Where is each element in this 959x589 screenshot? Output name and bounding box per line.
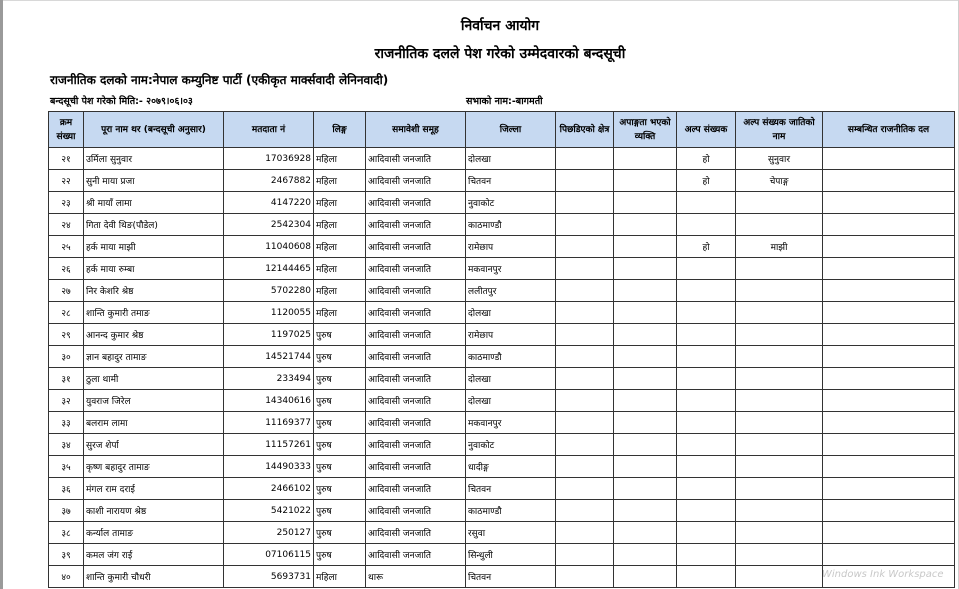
- cell-voter-number: 5693731: [224, 566, 314, 588]
- cell-group: आदिवासी जनजाति: [366, 236, 466, 258]
- cell-minority: [677, 346, 736, 368]
- cell-name: युवराज जिरेल: [84, 390, 224, 412]
- cell-minority-caste: [736, 522, 823, 544]
- cell-gender: पुरुष: [314, 478, 366, 500]
- cell-minority-caste: सुनुवार: [736, 148, 823, 170]
- cell-serial: ३२: [49, 390, 84, 412]
- cell-minority-caste: [736, 434, 823, 456]
- cell-minority-caste: [736, 302, 823, 324]
- cell-backward-area: [556, 148, 614, 170]
- cell-name: सुरज शेर्पा: [84, 434, 224, 456]
- cell-minority: [677, 280, 736, 302]
- cell-minority-caste: [736, 192, 823, 214]
- cell-name: बलराम लामा: [84, 412, 224, 434]
- cell-serial: २१: [49, 148, 84, 170]
- cell-related-party: [823, 412, 955, 434]
- cell-group: आदिवासी जनजाति: [366, 302, 466, 324]
- table-row: [49, 214, 955, 236]
- cell-serial: ३८: [49, 522, 84, 544]
- table-row: [49, 368, 955, 390]
- cell-serial: २३: [49, 192, 84, 214]
- cell-group: आदिवासी जनजाति: [366, 148, 466, 170]
- cell-minority-caste: [736, 566, 823, 588]
- cell-group: आदिवासी जनजाति: [366, 412, 466, 434]
- cell-minority-caste: चेपाङ्ग: [736, 170, 823, 192]
- cell-voter-number: 5421022: [224, 500, 314, 522]
- table-row: [49, 566, 955, 588]
- cell-disability: [614, 544, 677, 566]
- cell-voter-number: 11040608: [224, 236, 314, 258]
- cell-group: आदिवासी जनजाति: [366, 258, 466, 280]
- cell-group: आदिवासी जनजाति: [366, 368, 466, 390]
- cell-district: धादीङ्ग: [466, 456, 556, 478]
- cell-district: काठमाण्डौ: [466, 346, 556, 368]
- cell-backward-area: [556, 522, 614, 544]
- cell-backward-area: [556, 544, 614, 566]
- cell-backward-area: [556, 390, 614, 412]
- header-voter-number: मतदाता नं: [224, 112, 314, 148]
- cell-voter-number: 5702280: [224, 280, 314, 302]
- cell-district: चितवन: [466, 566, 556, 588]
- cell-disability: [614, 324, 677, 346]
- cell-minority: [677, 434, 736, 456]
- cell-group: आदिवासी जनजाति: [366, 324, 466, 346]
- cell-group: आदिवासी जनजाति: [366, 390, 466, 412]
- cell-related-party: [823, 346, 955, 368]
- table-row: [49, 522, 955, 544]
- cell-gender: पुरुष: [314, 522, 366, 544]
- cell-minority: [677, 566, 736, 588]
- cell-district: रामेछाप: [466, 324, 556, 346]
- cell-minority: [677, 390, 736, 412]
- cell-voter-number: 250127: [224, 522, 314, 544]
- cell-backward-area: [556, 302, 614, 324]
- windows-ink-watermark: Windows Ink Workspace: [822, 569, 944, 580]
- cell-serial: २२: [49, 170, 84, 192]
- cell-voter-number: 14521744: [224, 346, 314, 368]
- cell-district: सिन्धुली: [466, 544, 556, 566]
- cell-minority: [677, 412, 736, 434]
- cell-district: ललीतपुर: [466, 280, 556, 302]
- cell-district: काठमाण्डौ: [466, 500, 556, 522]
- cell-gender: पुरुष: [314, 412, 366, 434]
- cell-serial: २८: [49, 302, 84, 324]
- table-row: [49, 148, 955, 170]
- cell-serial: २७: [49, 280, 84, 302]
- cell-group: थारू: [366, 566, 466, 588]
- cell-minority-caste: [736, 478, 823, 500]
- cell-district: रामेछाप: [466, 236, 556, 258]
- cell-name: कर्न्याल तामाङ: [84, 522, 224, 544]
- table-row: [49, 346, 955, 368]
- cell-disability: [614, 346, 677, 368]
- cell-serial: २९: [49, 324, 84, 346]
- cell-backward-area: [556, 456, 614, 478]
- cell-name: ज्ञान बहादुर तामाङ: [84, 346, 224, 368]
- cell-disability: [614, 368, 677, 390]
- cell-serial: ३५: [49, 456, 84, 478]
- cell-voter-number: 2467882: [224, 170, 314, 192]
- cell-voter-number: 2466102: [224, 478, 314, 500]
- cell-district: दोलखा: [466, 390, 556, 412]
- cell-related-party: [823, 148, 955, 170]
- cell-disability: [614, 566, 677, 588]
- cell-voter-number: 233494: [224, 368, 314, 390]
- table-row: [49, 390, 955, 412]
- cell-backward-area: [556, 236, 614, 258]
- cell-serial: ३६: [49, 478, 84, 500]
- cell-district: रसुवा: [466, 522, 556, 544]
- table-row: [49, 478, 955, 500]
- cell-related-party: [823, 434, 955, 456]
- cell-gender: पुरुष: [314, 346, 366, 368]
- cell-backward-area: [556, 478, 614, 500]
- cell-voter-number: 07106115: [224, 544, 314, 566]
- cell-name: कमल जंग राई: [84, 544, 224, 566]
- cell-group: आदिवासी जनजाति: [366, 214, 466, 236]
- cell-serial: ३७: [49, 500, 84, 522]
- cell-backward-area: [556, 214, 614, 236]
- header-minority-caste: अल्प संख्यक जातिको नाम: [736, 112, 823, 148]
- header-district: जिल्ला: [466, 112, 556, 148]
- document-subtitle: राजनीतिक दलले पेश गरेको उम्मेदवारको बन्दसूची: [374, 46, 626, 62]
- cell-disability: [614, 522, 677, 544]
- cell-disability: [614, 390, 677, 412]
- cell-minority: [677, 522, 736, 544]
- assembly-name-line: सभाको नाम:-बागमती: [466, 96, 543, 107]
- cell-related-party: [823, 522, 955, 544]
- cell-backward-area: [556, 258, 614, 280]
- cell-name: हर्क माया माझी: [84, 236, 224, 258]
- cell-name: मंगल राम दराई: [84, 478, 224, 500]
- cell-gender: महिला: [314, 170, 366, 192]
- cell-name: हर्क माया रुम्बा: [84, 258, 224, 280]
- cell-backward-area: [556, 170, 614, 192]
- cell-group: आदिवासी जनजाति: [366, 192, 466, 214]
- cell-minority: [677, 500, 736, 522]
- cell-disability: [614, 478, 677, 500]
- cell-gender: पुरुष: [314, 434, 366, 456]
- header-gender: लिङ्ग: [314, 112, 366, 148]
- cell-related-party: [823, 280, 955, 302]
- document-title: निर्वाचन आयोग: [460, 18, 540, 34]
- cell-disability: [614, 302, 677, 324]
- cell-voter-number: 12144465: [224, 258, 314, 280]
- cell-name: उर्मिला सुनुवार: [84, 148, 224, 170]
- cell-voter-number: 11169377: [224, 412, 314, 434]
- cell-minority: [677, 456, 736, 478]
- cell-gender: महिला: [314, 566, 366, 588]
- table-row: [49, 302, 955, 324]
- cell-name: निर केशरि श्रेष्ठ: [84, 280, 224, 302]
- header-backward-area: पिछडिएको क्षेत्र: [556, 112, 614, 148]
- cell-disability: [614, 258, 677, 280]
- cell-district: दोलखा: [466, 368, 556, 390]
- cell-disability: [614, 412, 677, 434]
- cell-related-party: [823, 170, 955, 192]
- cell-related-party: [823, 544, 955, 566]
- cell-district: दोलखा: [466, 148, 556, 170]
- cell-group: आदिवासी जनजाति: [366, 280, 466, 302]
- cell-minority: [677, 302, 736, 324]
- cell-serial: ३०: [49, 346, 84, 368]
- cell-name: काशी नारायण श्रेष्ठ: [84, 500, 224, 522]
- cell-serial: ३४: [49, 434, 84, 456]
- header-disability: अपाङ्गता भएको व्यक्ति: [614, 112, 677, 148]
- cell-group: आदिवासी जनजाति: [366, 456, 466, 478]
- cell-minority: [677, 544, 736, 566]
- cell-minority-caste: [736, 324, 823, 346]
- table-row: [49, 236, 955, 258]
- cell-minority-caste: [736, 456, 823, 478]
- cell-minority-caste: [736, 258, 823, 280]
- cell-minority: हो: [677, 236, 736, 258]
- cell-minority: हो: [677, 170, 736, 192]
- cell-related-party: [823, 258, 955, 280]
- cell-related-party: [823, 368, 955, 390]
- cell-name: शान्ति कुमारी तमाङ: [84, 302, 224, 324]
- table-row: [49, 544, 955, 566]
- cell-disability: [614, 456, 677, 478]
- cell-group: आदिवासी जनजाति: [366, 434, 466, 456]
- cell-related-party: [823, 236, 955, 258]
- cell-name: गिता देवी थिङ(पौडेल): [84, 214, 224, 236]
- cell-gender: महिला: [314, 148, 366, 170]
- cell-backward-area: [556, 280, 614, 302]
- cell-disability: [614, 280, 677, 302]
- cell-minority: [677, 214, 736, 236]
- candidate-table: [48, 111, 955, 588]
- cell-group: आदिवासी जनजाति: [366, 478, 466, 500]
- cell-district: मकवानपुर: [466, 258, 556, 280]
- cell-serial: ३९: [49, 544, 84, 566]
- cell-disability: [614, 236, 677, 258]
- cell-serial: २५: [49, 236, 84, 258]
- cell-name: शान्ति कुमारी चौधरी: [84, 566, 224, 588]
- party-name-line: राजनीतिक दलको नाम:नेपाल कम्युनिष्ट पार्टी (एकीकृत मार्क्सवादी लेनिनवादी): [50, 73, 389, 87]
- cell-related-party: [823, 478, 955, 500]
- cell-gender: महिला: [314, 236, 366, 258]
- cell-group: आदिवासी जनजाति: [366, 522, 466, 544]
- cell-disability: [614, 214, 677, 236]
- cell-minority-caste: [736, 346, 823, 368]
- cell-backward-area: [556, 412, 614, 434]
- cell-district: नुवाकोट: [466, 434, 556, 456]
- header-inclusive-group: समावेशी समूह: [366, 112, 466, 148]
- header-minority: अल्प संख्यक: [677, 112, 736, 148]
- cell-serial: ४०: [49, 566, 84, 588]
- table-row: [49, 324, 955, 346]
- cell-district: दोलखा: [466, 302, 556, 324]
- cell-backward-area: [556, 368, 614, 390]
- cell-gender: पुरुष: [314, 500, 366, 522]
- cell-serial: २४: [49, 214, 84, 236]
- cell-serial: २६: [49, 258, 84, 280]
- cell-gender: महिला: [314, 280, 366, 302]
- table-row: [49, 170, 955, 192]
- cell-related-party: [823, 390, 955, 412]
- cell-name: ठुला थामी: [84, 368, 224, 390]
- cell-district: काठमाण्डौ: [466, 214, 556, 236]
- cell-backward-area: [556, 324, 614, 346]
- cell-minority: [677, 258, 736, 280]
- table-row: [49, 192, 955, 214]
- cell-district: चितवन: [466, 478, 556, 500]
- table-row: [49, 500, 955, 522]
- cell-name: श्री मायाँ लामा: [84, 192, 224, 214]
- cell-gender: महिला: [314, 258, 366, 280]
- cell-backward-area: [556, 346, 614, 368]
- table-row: [49, 412, 955, 434]
- cell-group: आदिवासी जनजाति: [366, 170, 466, 192]
- cell-disability: [614, 170, 677, 192]
- cell-district: नुवाकोट: [466, 192, 556, 214]
- cell-backward-area: [556, 192, 614, 214]
- cell-disability: [614, 500, 677, 522]
- cell-name: आनन्द कुमार श्रेष्ठ: [84, 324, 224, 346]
- cell-minority-caste: माझी: [736, 236, 823, 258]
- cell-serial: ३३: [49, 412, 84, 434]
- cell-name: कृष्ण बहादुर तामाङ: [84, 456, 224, 478]
- cell-disability: [614, 192, 677, 214]
- cell-minority-caste: [736, 500, 823, 522]
- cell-minority-caste: [736, 280, 823, 302]
- table-row: [49, 456, 955, 478]
- cell-gender: पुरुष: [314, 390, 366, 412]
- submission-date-line: बन्दसूची पेश गरेको मिति:- २०७९।०६।०३: [50, 96, 193, 107]
- cell-related-party: [823, 302, 955, 324]
- header-related-party: सम्बन्धित राजनीतिक दल: [823, 112, 955, 148]
- cell-minority-caste: [736, 544, 823, 566]
- table-header-row: [49, 112, 955, 148]
- page-top-edge: [0, 0, 959, 1]
- cell-gender: महिला: [314, 192, 366, 214]
- cell-disability: [614, 148, 677, 170]
- table-row: [49, 258, 955, 280]
- cell-serial: ३१: [49, 368, 84, 390]
- cell-voter-number: 14490333: [224, 456, 314, 478]
- cell-group: आदिवासी जनजाति: [366, 346, 466, 368]
- cell-voter-number: 4147220: [224, 192, 314, 214]
- cell-voter-number: 17036928: [224, 148, 314, 170]
- cell-voter-number: 1197025: [224, 324, 314, 346]
- cell-related-party: [823, 500, 955, 522]
- cell-minority-caste: [736, 368, 823, 390]
- cell-district: मकवानपुर: [466, 412, 556, 434]
- cell-minority-caste: [736, 214, 823, 236]
- table-row: [49, 434, 955, 456]
- cell-voter-number: 2542304: [224, 214, 314, 236]
- cell-name: सुनी माया प्रजा: [84, 170, 224, 192]
- left-scroll-edge: [0, 0, 3, 589]
- cell-related-party: [823, 192, 955, 214]
- header-full-name: पूरा नाम थर (बन्दसूची अनुसार): [84, 112, 224, 148]
- cell-backward-area: [556, 434, 614, 456]
- table-row: [49, 280, 955, 302]
- cell-related-party: [823, 214, 955, 236]
- cell-minority: हो: [677, 148, 736, 170]
- cell-backward-area: [556, 500, 614, 522]
- cell-related-party: [823, 324, 955, 346]
- cell-gender: महिला: [314, 302, 366, 324]
- cell-voter-number: 11157261: [224, 434, 314, 456]
- cell-backward-area: [556, 566, 614, 588]
- cell-minority: [677, 368, 736, 390]
- cell-voter-number: 14340616: [224, 390, 314, 412]
- cell-minority-caste: [736, 390, 823, 412]
- cell-gender: पुरुष: [314, 324, 366, 346]
- cell-group: आदिवासी जनजाति: [366, 544, 466, 566]
- cell-voter-number: 1120055: [224, 302, 314, 324]
- cell-disability: [614, 434, 677, 456]
- cell-group: आदिवासी जनजाति: [366, 500, 466, 522]
- cell-minority-caste: [736, 412, 823, 434]
- cell-gender: पुरुष: [314, 368, 366, 390]
- cell-minority: [677, 324, 736, 346]
- cell-district: चितवन: [466, 170, 556, 192]
- cell-gender: पुरुष: [314, 456, 366, 478]
- cell-gender: महिला: [314, 214, 366, 236]
- cell-related-party: [823, 456, 955, 478]
- cell-gender: पुरुष: [314, 544, 366, 566]
- cell-minority: [677, 192, 736, 214]
- header-serial: क्रम संख्या: [49, 112, 84, 148]
- cell-minority: [677, 478, 736, 500]
